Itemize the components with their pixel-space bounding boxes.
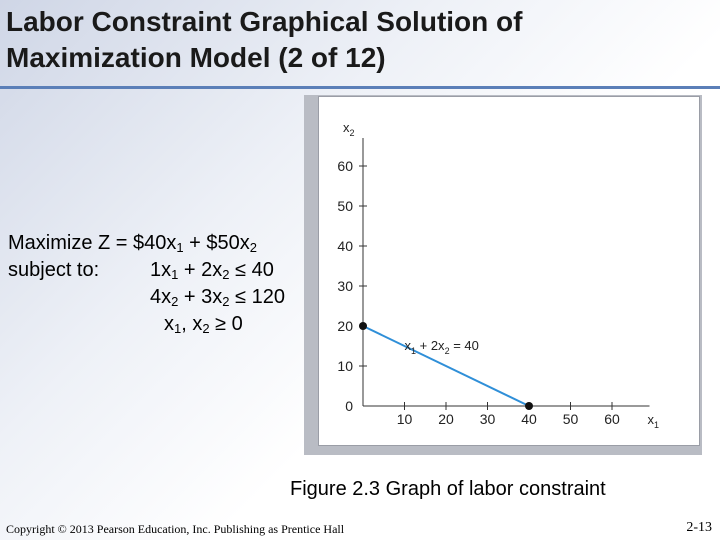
x-axis-label: $x_1$ [647, 412, 660, 430]
c2-a: 4x [150, 286, 172, 308]
lp-model [8, 230, 318, 338]
c1-sub-2: 2 [222, 267, 230, 282]
c1-b: + 2x [178, 259, 223, 281]
objective-sub-1: 1 [176, 240, 184, 255]
c3-sub-1: 1 [174, 321, 182, 336]
slide-title: Labor Constraint Graphical Solution of Maximization Model (2 of 12) [6, 6, 523, 73]
x-tick-label-40: 40 [521, 411, 537, 427]
y-tick-label-30: 30 [337, 278, 353, 294]
objective-function [8, 230, 318, 257]
constraint-annotation: $x_1 + 2x_2 = 40$ [404, 338, 479, 356]
page-number: 2-13 [686, 520, 712, 535]
labor-constraint-expr [150, 257, 274, 284]
constraint-nonnegativity [8, 311, 318, 338]
y-tick-label-50: 50 [337, 198, 353, 214]
x-tick-label-30: 30 [479, 411, 496, 427]
y-tick-label-10: 10 [337, 358, 353, 374]
c2-b: + 3x [178, 286, 223, 308]
constraint-clay [8, 284, 318, 311]
objective-text: Maximize Z = $40x [8, 232, 177, 254]
c2-c: ≤ 120 [229, 286, 285, 308]
labor-constraint-chart [319, 97, 699, 445]
c3-b: , x [181, 313, 203, 335]
x-tick-label-60: 60 [604, 411, 620, 427]
x-tick-label-50: 50 [562, 411, 579, 427]
c1-sub-1: 1 [171, 267, 179, 282]
y-tick-label-20: 20 [337, 318, 353, 334]
y-tick-label-60: 60 [337, 158, 353, 174]
objective-mid: + $50x [183, 232, 250, 254]
figure-caption: Figure 2.3 Graph of labor constraint [290, 478, 606, 500]
subject-to-label: subject to: [8, 259, 100, 281]
constraint-line-0 [363, 326, 529, 406]
c3-a: x [164, 313, 174, 335]
corner-point-0 [359, 322, 367, 330]
constraint-labor [8, 257, 318, 284]
copyright-footer: Copyright © 2013 Pearson Education, Inc. Publishing as Prentice Hall [6, 522, 345, 536]
figure-frame [318, 96, 700, 446]
c1-a: 1x [150, 259, 172, 281]
c3-c: ≥ 0 [209, 313, 243, 335]
objective-sub-2: 2 [249, 240, 258, 255]
x-tick-label-10: 10 [396, 411, 413, 427]
y-axis-label: $x_2$ [343, 120, 355, 138]
corner-point-1 [525, 402, 533, 410]
c3-sub-2: 2 [202, 321, 210, 336]
y-tick-label-40: 40 [337, 238, 353, 254]
x-tick-label-20: 20 [438, 411, 454, 427]
c2-sub-1: 2 [171, 294, 179, 309]
y-tick-label-0: 0 [345, 398, 353, 414]
title-divider [0, 86, 720, 89]
c1-c: ≤ 40 [229, 259, 274, 281]
c2-sub-2: 2 [222, 294, 230, 309]
